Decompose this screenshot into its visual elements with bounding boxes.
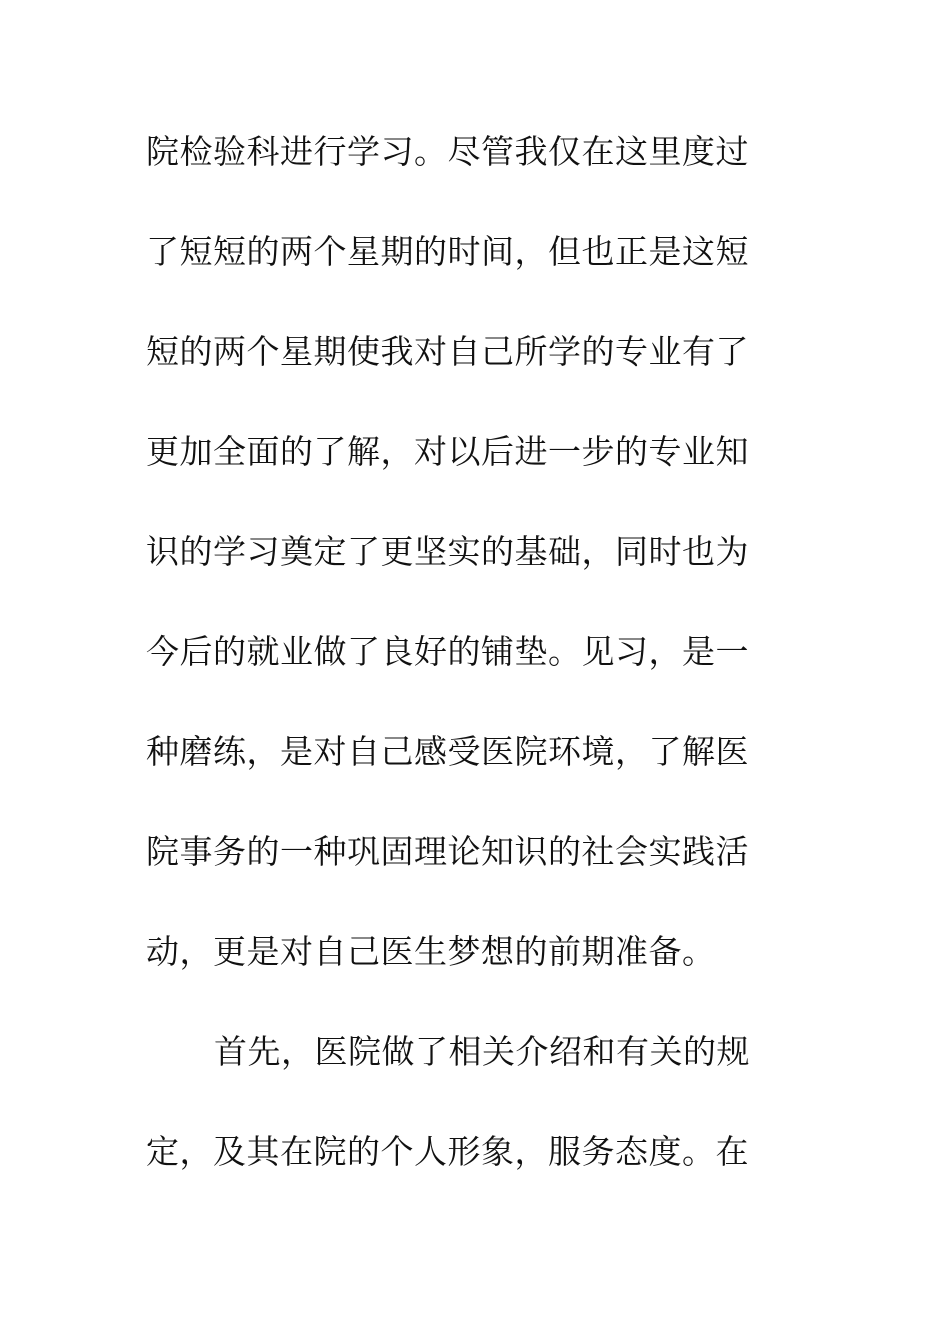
text-line: 识的学习奠定了更坚实的基础，同时也为 — [146, 532, 749, 571]
text-line: 院检验科进行学习。尽管我仅在这里度过 — [146, 132, 749, 171]
text-line: 种磨练，是对自己感受医院环境，了解医 — [146, 732, 749, 771]
text-line: 短的两个星期使我对自己所学的专业有了 — [146, 332, 749, 371]
text-line: 院事务的一种巩固理论知识的社会实践活 — [146, 832, 749, 871]
text-line: 定，及其在院的个人形象，服务态度。在 — [146, 1132, 749, 1171]
text-line: 更加全面的了解，对以后进一步的专业知 — [146, 432, 749, 471]
text-line: 了短短的两个星期的时间，但也正是这短 — [146, 232, 749, 271]
text-line: 今后的就业做了良好的铺垫。见习，是一 — [146, 632, 749, 671]
text-line: 动，更是对自己医生梦想的前期准备。 — [146, 932, 716, 971]
paragraph-first-line: 首先，医院做了相关介绍和有关的规 — [214, 1032, 750, 1071]
